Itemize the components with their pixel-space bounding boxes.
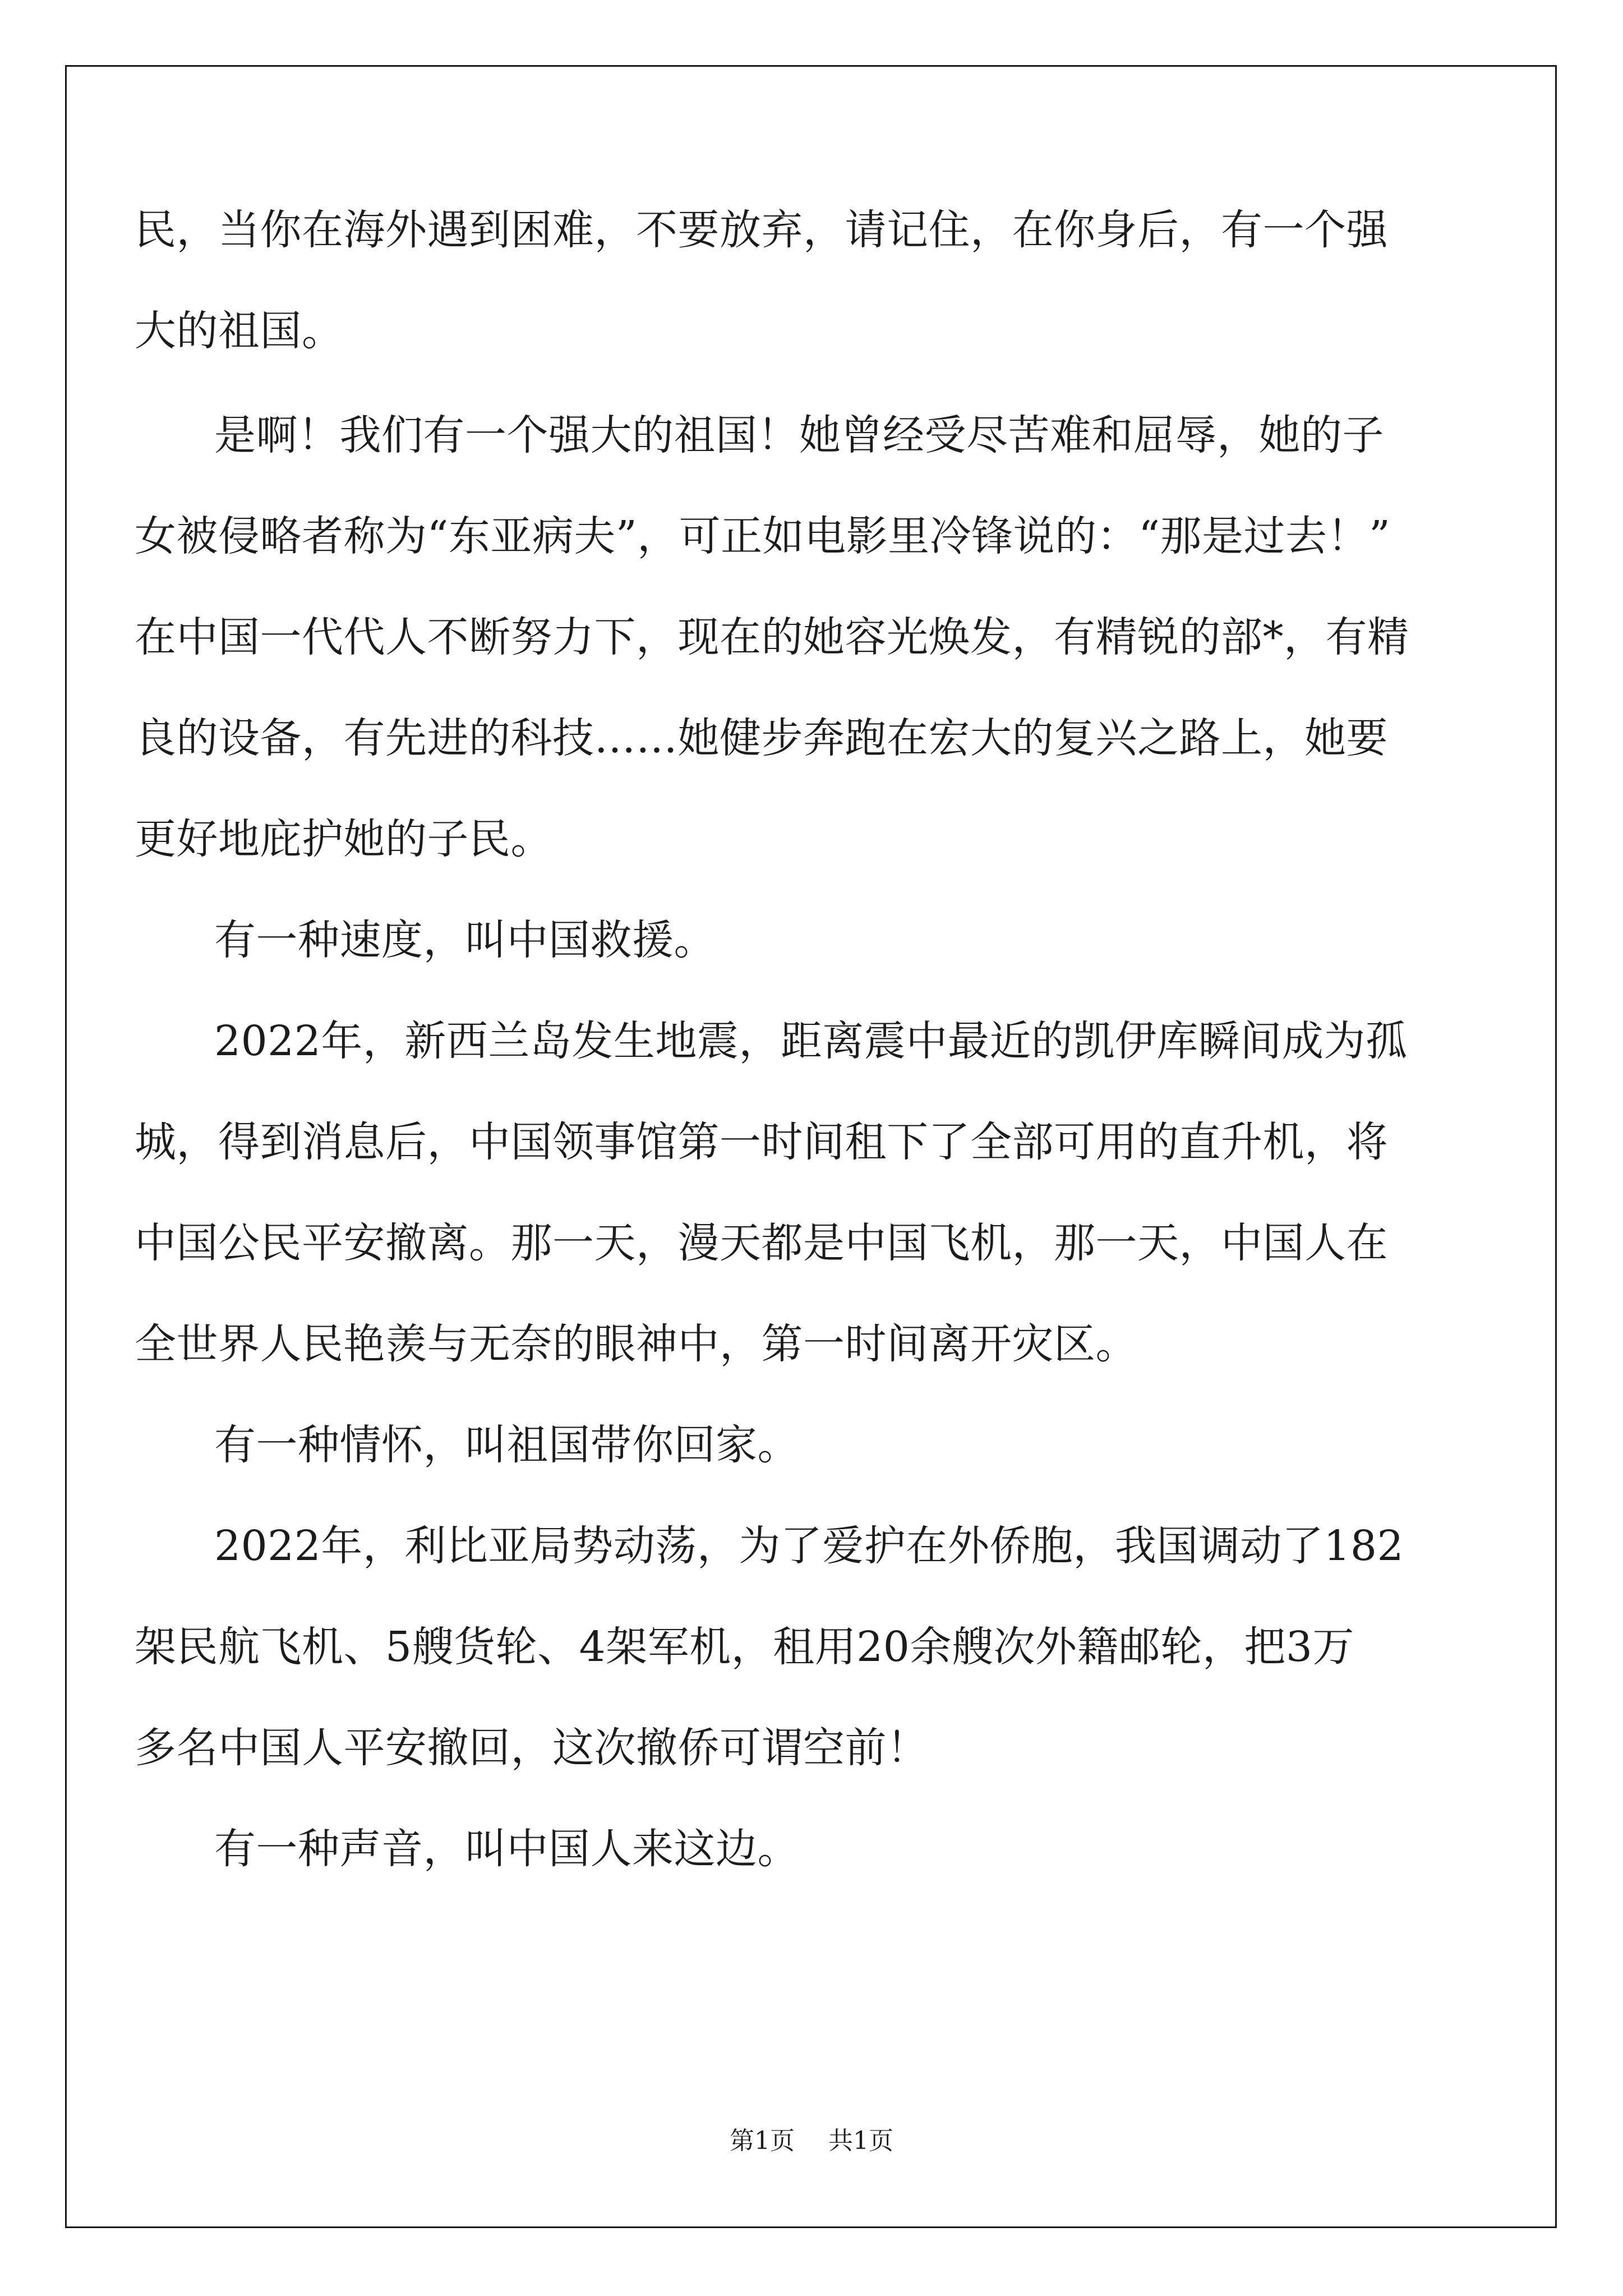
paragraph-first-line: 有一种声音，叫中国人来这边。 — [214, 1825, 799, 1873]
text-line: 民，当你在海外遇到困难，不要放弃，请记住，在你身后，有一个强 — [135, 206, 1388, 254]
text-line: 更好地庇护她的子民。 — [135, 815, 552, 863]
text-line: 女被侵略者称为“东亚病夫”，可正如电影里冷锋说的：“那是过去！” — [135, 512, 1391, 560]
page-footer — [0, 2124, 1623, 2158]
paragraph-first-line: 有一种速度，叫中国救援。 — [214, 916, 716, 964]
text-line: 城，得到消息后，中国领事馆第一时间租下了全部可用的直升机，将 — [135, 1118, 1388, 1166]
paragraph-first-line: 是啊！我们有一个强大的祖国！她曾经受尽苦难和屈辱，她的子 — [214, 411, 1384, 459]
text-line: 架民航飞机、5艘货轮、4架军机，租用20余艘次外籍邮轮，把3万 — [135, 1623, 1354, 1671]
page-total: 共1页 — [828, 2127, 893, 2155]
text-line: 大的祖国。 — [135, 307, 344, 355]
paragraph-first-line: 2022年，利比亚局势动荡，为了爱护在外侨胞，我国调动了182 — [214, 1522, 1404, 1570]
paragraph-first-line: 有一种情怀，叫祖国带你回家。 — [214, 1421, 799, 1469]
paragraph-first-line: 2022年，新西兰岛发生地震，距离震中最近的凯伊库瞬间成为孤 — [214, 1017, 1408, 1065]
text-line: 中国公民平安撤离。那一天，漫天都是中国飞机，那一天，中国人在 — [135, 1219, 1388, 1267]
page-number: 第1页 — [730, 2127, 795, 2155]
text-line: 在中国一代代人不断努力下，现在的她容光焕发，有精锐的部*，有精 — [135, 613, 1409, 661]
text-line: 良的设备，有先进的科技……她健步奔跑在宏大的复兴之路上，她要 — [135, 714, 1388, 762]
text-line: 全世界人民艳羡与无奈的眼神中，第一时间离开灾区。 — [135, 1320, 1137, 1368]
text-line: 多名中国人平安撤回，这次撤侨可谓空前！ — [135, 1724, 929, 1772]
